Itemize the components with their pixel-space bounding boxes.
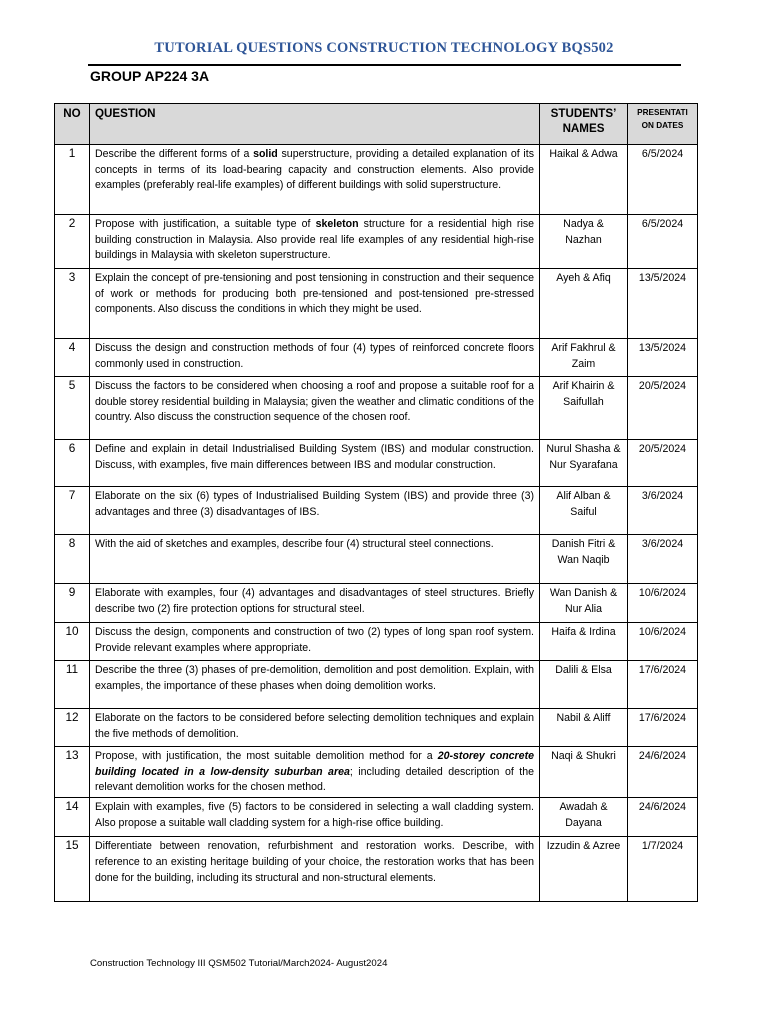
question-segment: Differentiate between renovation, refurbishment and restoration works. Describe, with reference to an existing heritage building of your choice, the restoration works that has been done for the building, including its structural and non-structural elements. bbox=[95, 840, 534, 884]
question-emphasis: skeleton bbox=[315, 218, 359, 230]
row-number: 6 bbox=[55, 440, 90, 487]
question-emphasis: solid bbox=[253, 148, 278, 160]
question-segment: Elaborate on the factors to be considered before selecting demolition techniques and explain the five methods of demolition. bbox=[95, 712, 534, 740]
question-segment: structure for a residential high rise building construction in Malaysia. Also provide real life examples of any residential high-rise buildings in Malaysia with skeleton superstructure. bbox=[95, 218, 535, 262]
student-names: Haifa & Irdina bbox=[540, 623, 628, 661]
table-row bbox=[55, 145, 698, 215]
group-label: GROUP AP224 3A bbox=[90, 68, 210, 84]
presentation-date: 17/6/2024 bbox=[628, 661, 698, 709]
table-row bbox=[55, 339, 698, 377]
question-segment: Describe the different forms of a bbox=[95, 148, 254, 160]
table-row bbox=[55, 661, 698, 709]
column-header-question: QUESTION bbox=[90, 104, 540, 145]
presentation-date: 13/5/2024 bbox=[628, 269, 698, 339]
student-names: Danish Fitri & Wan Naqib bbox=[540, 535, 628, 584]
question-text bbox=[90, 487, 540, 535]
page-title: TUTORIAL QUESTIONS CONSTRUCTION TECHNOLOGY BQS502 bbox=[154, 40, 614, 56]
student-names: Izzudin & Azree bbox=[540, 837, 628, 902]
row-number: 9 bbox=[55, 584, 90, 623]
table-row bbox=[55, 215, 698, 269]
row-number: 1 bbox=[55, 145, 90, 215]
row-number: 5 bbox=[55, 377, 90, 440]
question-text bbox=[90, 339, 540, 377]
column-header-dates: PRESENTATI ON DATES bbox=[628, 104, 698, 145]
question-segment: Explain with examples, five (5) factors to be considered in selecting a wall cladding system. Also propose a suitable wall cladding system for a high-rise office building. bbox=[95, 801, 534, 829]
table-row bbox=[55, 377, 698, 440]
student-names: Wan Danish & Nur Alia bbox=[540, 584, 628, 623]
student-names: Nadya & Nazhan bbox=[540, 215, 628, 269]
row-number: 11 bbox=[55, 661, 90, 709]
presentation-date: 20/5/2024 bbox=[628, 377, 698, 440]
question-text bbox=[90, 377, 540, 440]
presentation-date: 3/6/2024 bbox=[628, 487, 698, 535]
row-number: 15 bbox=[55, 837, 90, 902]
question-text bbox=[90, 798, 540, 837]
student-names: Dalili & Elsa bbox=[540, 661, 628, 709]
question-segment: Describe the three (3) phases of pre-demolition, demolition and post demolition. Explain, with examples, the importance of these phases when doing demolition works. bbox=[95, 664, 534, 692]
table-row bbox=[55, 747, 698, 798]
table-row bbox=[55, 709, 698, 747]
table-row bbox=[55, 623, 698, 661]
question-text bbox=[90, 215, 540, 269]
presentation-date: 10/6/2024 bbox=[628, 584, 698, 623]
question-segment: ; including detailed description of the relevant demolition works for the chosen method. bbox=[95, 765, 534, 794]
presentation-date: 17/6/2024 bbox=[628, 709, 698, 747]
question-segment: Discuss the factors to be considered when choosing a roof and propose a suitable roof for a double storey residential building in Malaysia; given the weather and climatic conditions of the country. Also discuss the construction sequence of the chosen roof. bbox=[95, 380, 534, 424]
question-segment: superstructure, providing a detailed explanation of its concepts in terms of its load-bearing capacity and construction elements. Also provide examples (preferably real-life examples) of different buildings with solid superstructure. bbox=[95, 148, 534, 192]
page-footer: Construction Technology III QSM502 Tutorial/March2024- August2024 bbox=[90, 958, 388, 969]
row-number: 12 bbox=[55, 709, 90, 747]
question-text bbox=[90, 623, 540, 661]
presentation-date: 13/5/2024 bbox=[628, 339, 698, 377]
column-header-students: STUDENTS’ NAMES bbox=[540, 104, 628, 145]
row-number: 2 bbox=[55, 215, 90, 269]
question-text bbox=[90, 535, 540, 584]
presentation-date: 10/6/2024 bbox=[628, 623, 698, 661]
table-row bbox=[55, 269, 698, 339]
student-names: Awadah & Dayana bbox=[540, 798, 628, 837]
table-header bbox=[55, 104, 698, 145]
presentation-date: 24/6/2024 bbox=[628, 747, 698, 798]
table-body bbox=[55, 145, 698, 902]
question-text bbox=[90, 440, 540, 487]
student-names: Arif Khairin & Saifullah bbox=[540, 377, 628, 440]
question-segment: Propose with justification, a suitable type of bbox=[95, 218, 316, 230]
column-header-no: NO bbox=[55, 104, 90, 145]
presentation-date: 1/7/2024 bbox=[628, 837, 698, 902]
question-text bbox=[90, 145, 540, 215]
question-segment: Discuss the design and construction methods of four (4) types of reinforced concrete floors commonly used in construction. bbox=[95, 342, 534, 370]
question-segment: With the aid of sketches and examples, describe four (4) structural steel connections. bbox=[95, 538, 494, 550]
table-row bbox=[55, 584, 698, 623]
student-names: Ayeh & Afiq bbox=[540, 269, 628, 339]
student-names: Haikal & Adwa bbox=[540, 145, 628, 215]
question-segment: Discuss the design, components and construction of two (2) types of long span roof system. Provide relevant examples where appropriate. bbox=[95, 626, 534, 654]
title-divider bbox=[88, 64, 681, 66]
row-number: 10 bbox=[55, 623, 90, 661]
presentation-date: 20/5/2024 bbox=[628, 440, 698, 487]
table-row bbox=[55, 440, 698, 487]
table-row bbox=[55, 487, 698, 535]
question-segment: Elaborate with examples, four (4) advantages and disadvantages of steel structures. Briefly describe two (2) fire protection options for structural steel. bbox=[95, 587, 534, 615]
row-number: 8 bbox=[55, 535, 90, 584]
row-number: 13 bbox=[55, 747, 90, 798]
student-names: Nurul Shasha & Nur Syarafana bbox=[540, 440, 628, 487]
row-number: 7 bbox=[55, 487, 90, 535]
presentation-date: 6/5/2024 bbox=[628, 145, 698, 215]
presentation-date: 6/5/2024 bbox=[628, 215, 698, 269]
table-row bbox=[55, 798, 698, 837]
presentation-date: 3/6/2024 bbox=[628, 535, 698, 584]
presentation-date: 24/6/2024 bbox=[628, 798, 698, 837]
table-row bbox=[55, 535, 698, 584]
student-names: Alif Alban & Saiful bbox=[540, 487, 628, 535]
table-row bbox=[55, 837, 698, 902]
question-text bbox=[90, 747, 540, 798]
question-text bbox=[90, 837, 540, 902]
row-number: 4 bbox=[55, 339, 90, 377]
row-number: 3 bbox=[55, 269, 90, 339]
questions-table bbox=[54, 103, 698, 902]
question-text bbox=[90, 709, 540, 747]
student-names: Naqi & Shukri bbox=[540, 747, 628, 798]
question-segment: Define and explain in detail Industrialised Building System (IBS) and modular construction. Discuss, with examples, five main differences between IBS and modular construction. bbox=[95, 443, 534, 471]
question-segment: Elaborate on the six (6) types of Industrialised Building System (IBS) and provide three (3) advantages and three (3) disadvantages of IBS. bbox=[95, 490, 534, 518]
question-text bbox=[90, 269, 540, 339]
row-number: 14 bbox=[55, 798, 90, 837]
student-names: Nabil & Aliff bbox=[540, 709, 628, 747]
question-text bbox=[90, 584, 540, 623]
student-names: Arif Fakhrul & Zaim bbox=[540, 339, 628, 377]
question-emphasis: 20-storey concrete building located in a low-density suburban area bbox=[95, 750, 534, 778]
question-segment: Explain the concept of pre-tensioning and post tensioning in construction and their sequence of work or methods for producing both pre-tensioned and post-tensioned pre-stressed components. Also discuss the conditions in which they might be used. bbox=[95, 272, 534, 316]
question-text bbox=[90, 661, 540, 709]
question-segment: Propose, with justification, the most suitable demolition method for a bbox=[95, 750, 438, 762]
